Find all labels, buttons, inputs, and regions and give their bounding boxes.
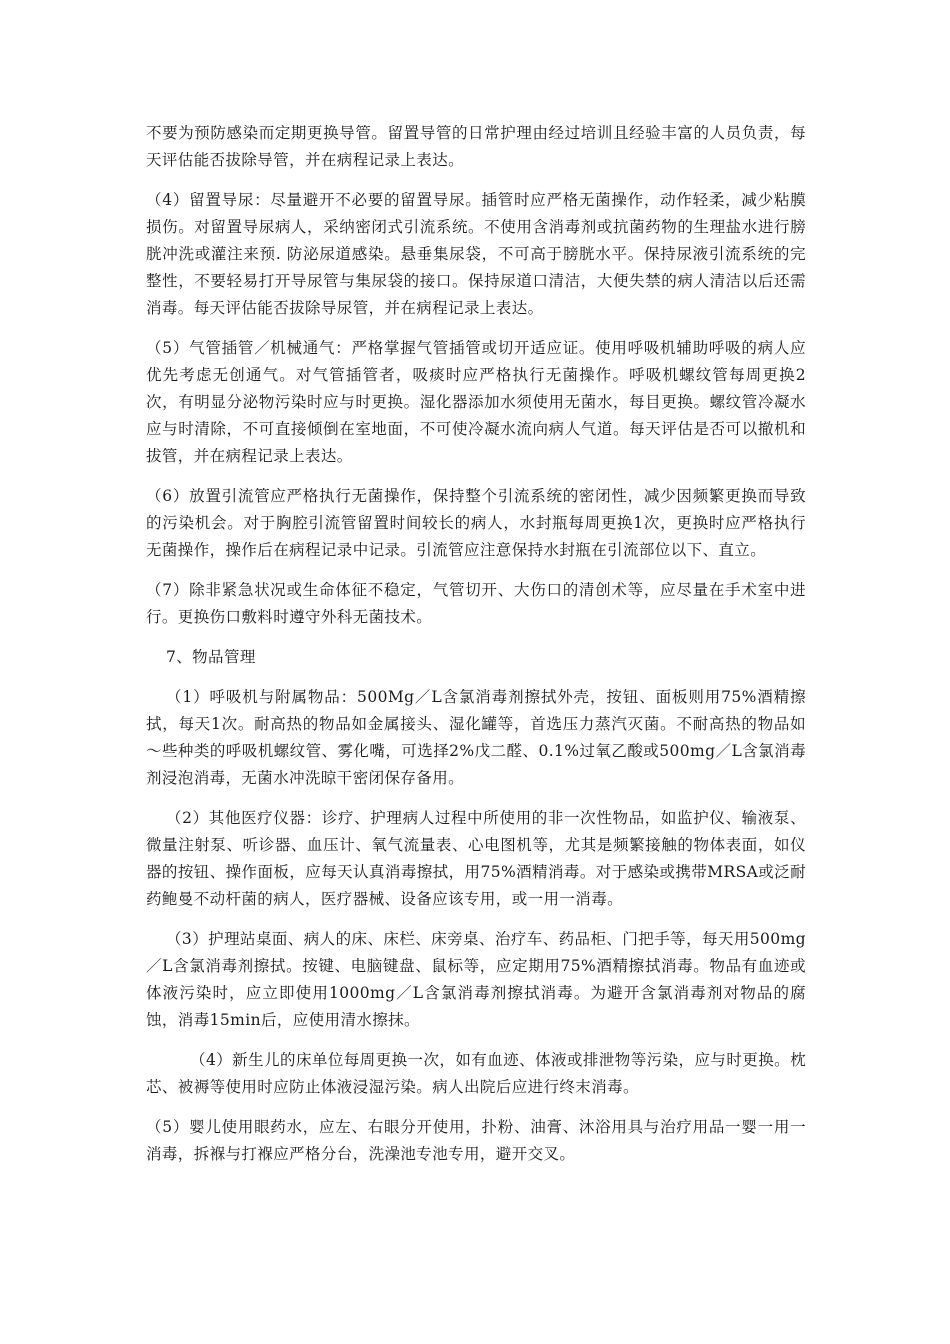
paragraph-spacer	[146, 631, 806, 644]
paragraph-mechanical-ventilation: （5）气管插管／机械通气：严格掌握气管插管或切开适应证。使用呼吸机辅助呼吸的病人应优先考虑无创通气。对气管插管者，吸痰时应严格执行无菌操作。呼吸机螺纹管每周更换2次，有明显分泌物污染时应与时更换。湿化器添加水须使用无菌水，每目更换。螺纹管冷凝水应与时清除，不可直接倾倒在室地面，不可使冷凝水流向病人气道。每天评估是否可以撤机和拔管，并在病程记录上表达。	[146, 339, 806, 465]
paragraph-spacer	[146, 470, 806, 483]
paragraph-surface-disinfection: （3）护理站桌面、病人的床、床栏、床旁桌、治疗车、药品柜、门把手等，每天用500mg／L含氯消毒剂擦拭。按键、电脑键盘、鼠标等，应定期用75%酒精擦拭消毒。物品有血迹或体液污染时，应立即使用1000mg／L含氯消毒剂擦拭消毒。为避开含氯消毒剂对物品的腐蚀，消毒15min后，应使用清水擦抹。	[146, 930, 806, 1029]
paragraph-surgical-procedures: （7）除非紧急状况或生命体征不稳定，气管切开、大伤口的清创术等，应尽量在手术室中进行。更换伤口敷料时遵守外科无菌技术。	[146, 581, 806, 626]
document-body	[146, 120, 806, 1168]
paragraph-newborn-bed: （4）新生儿的床单位每周更换一次，如有血迹、体液或排泄物等污染，应与时更换。枕芯、被褥等使用时应防止体液浸湿污染。病人出院后应进行终末消毒。	[146, 1051, 806, 1096]
paragraph-spacer	[146, 913, 806, 926]
section-heading-item-management: 7、物品管理	[166, 648, 256, 666]
paragraph-catheter-care: 不要为预防感染而定期更换导管。留置导管的日常护理由经过培训且经验丰富的人员负责，每天评估能否拔除导管，并在病程记录上表达。	[146, 124, 806, 169]
paragraph-spacer	[146, 792, 806, 805]
paragraph-medical-instruments: （2）其他医疗仪器：诊疗、护理病人过程中所使用的非一次性物品，如监护仪、输液泵、微量注射泵、听诊器、血压计、氧气流量表、心电图机等，尤其是频繁接触的物体表面，如仪器的按钮、操作面板，应每天认真消毒擦拭，用75%酒精消毒。对于感染或携带MRSA或泛耐药鲍曼不动杆菌的病人，医疗器械、设备应该专用，或一用一消毒。	[146, 809, 806, 908]
paragraph-infant-care: （5）婴儿使用眼药水，应左、右眼分开使用，扑粉、油膏、沐浴用具与治疗用品一婴一用一消毒，拆褓与打褓应严格分台，洗澡池专池专用，避开交叉。	[146, 1118, 806, 1163]
paragraph-spacer	[146, 1034, 806, 1047]
paragraph-spacer	[146, 564, 806, 577]
paragraph-spacer	[146, 671, 806, 684]
paragraph-spacer	[146, 1101, 806, 1114]
paragraph-spacer	[146, 322, 806, 335]
paragraph-ventilator-items: （1）呼吸机与附属物品：500Mg／L含氯消毒剂擦拭外壳，按钮、面板则用75%酒精擦拭，每天1次。耐高热的物品如金属接头、湿化罐等，首选压力蒸汽灭菌。不耐高热的物品如～些种类的呼吸机螺纹管、雾化嘴，可选择2%戊二醛、0.1%过氧乙酸或500mg／L含氯消毒剂浸泡消毒，无菌水冲洗晾干密闭保存备用。	[146, 688, 806, 787]
paragraph-urinary-catheter: （4）留置导尿：尽量避开不必要的留置导尿。插管时应严格无菌操作，动作轻柔，减少粘膜损伤。对留置导尿病人，采纳密闭式引流系统。不使用含消毒剂或抗菌药物的生理盐水进行膀胱冲洗或灌注来预. 防泌尿道感染。悬垂集尿袋，不可高于膀胱水平。保持尿液引流系统的完整性，不要轻易打开导尿管与集尿袋的接口。保持尿道口清洁，大便失禁的病人清洁以后还需消毒。每天评估能否拔除导尿管，并在病程记录上表达。	[146, 191, 806, 317]
paragraph-drainage-tube: （6）放置引流管应严格执行无菌操作，保持整个引流系统的密闭性，减少因频繁更换而导致的污染机会。对于胸腔引流管留置时间较长的病人，水封瓶每周更换1次，更换时应严格执行无菌操作，操作后在病程记录中记录。引流管应注意保持水封瓶在引流部位以下、直立。	[146, 487, 806, 559]
paragraph-spacer	[146, 174, 806, 187]
